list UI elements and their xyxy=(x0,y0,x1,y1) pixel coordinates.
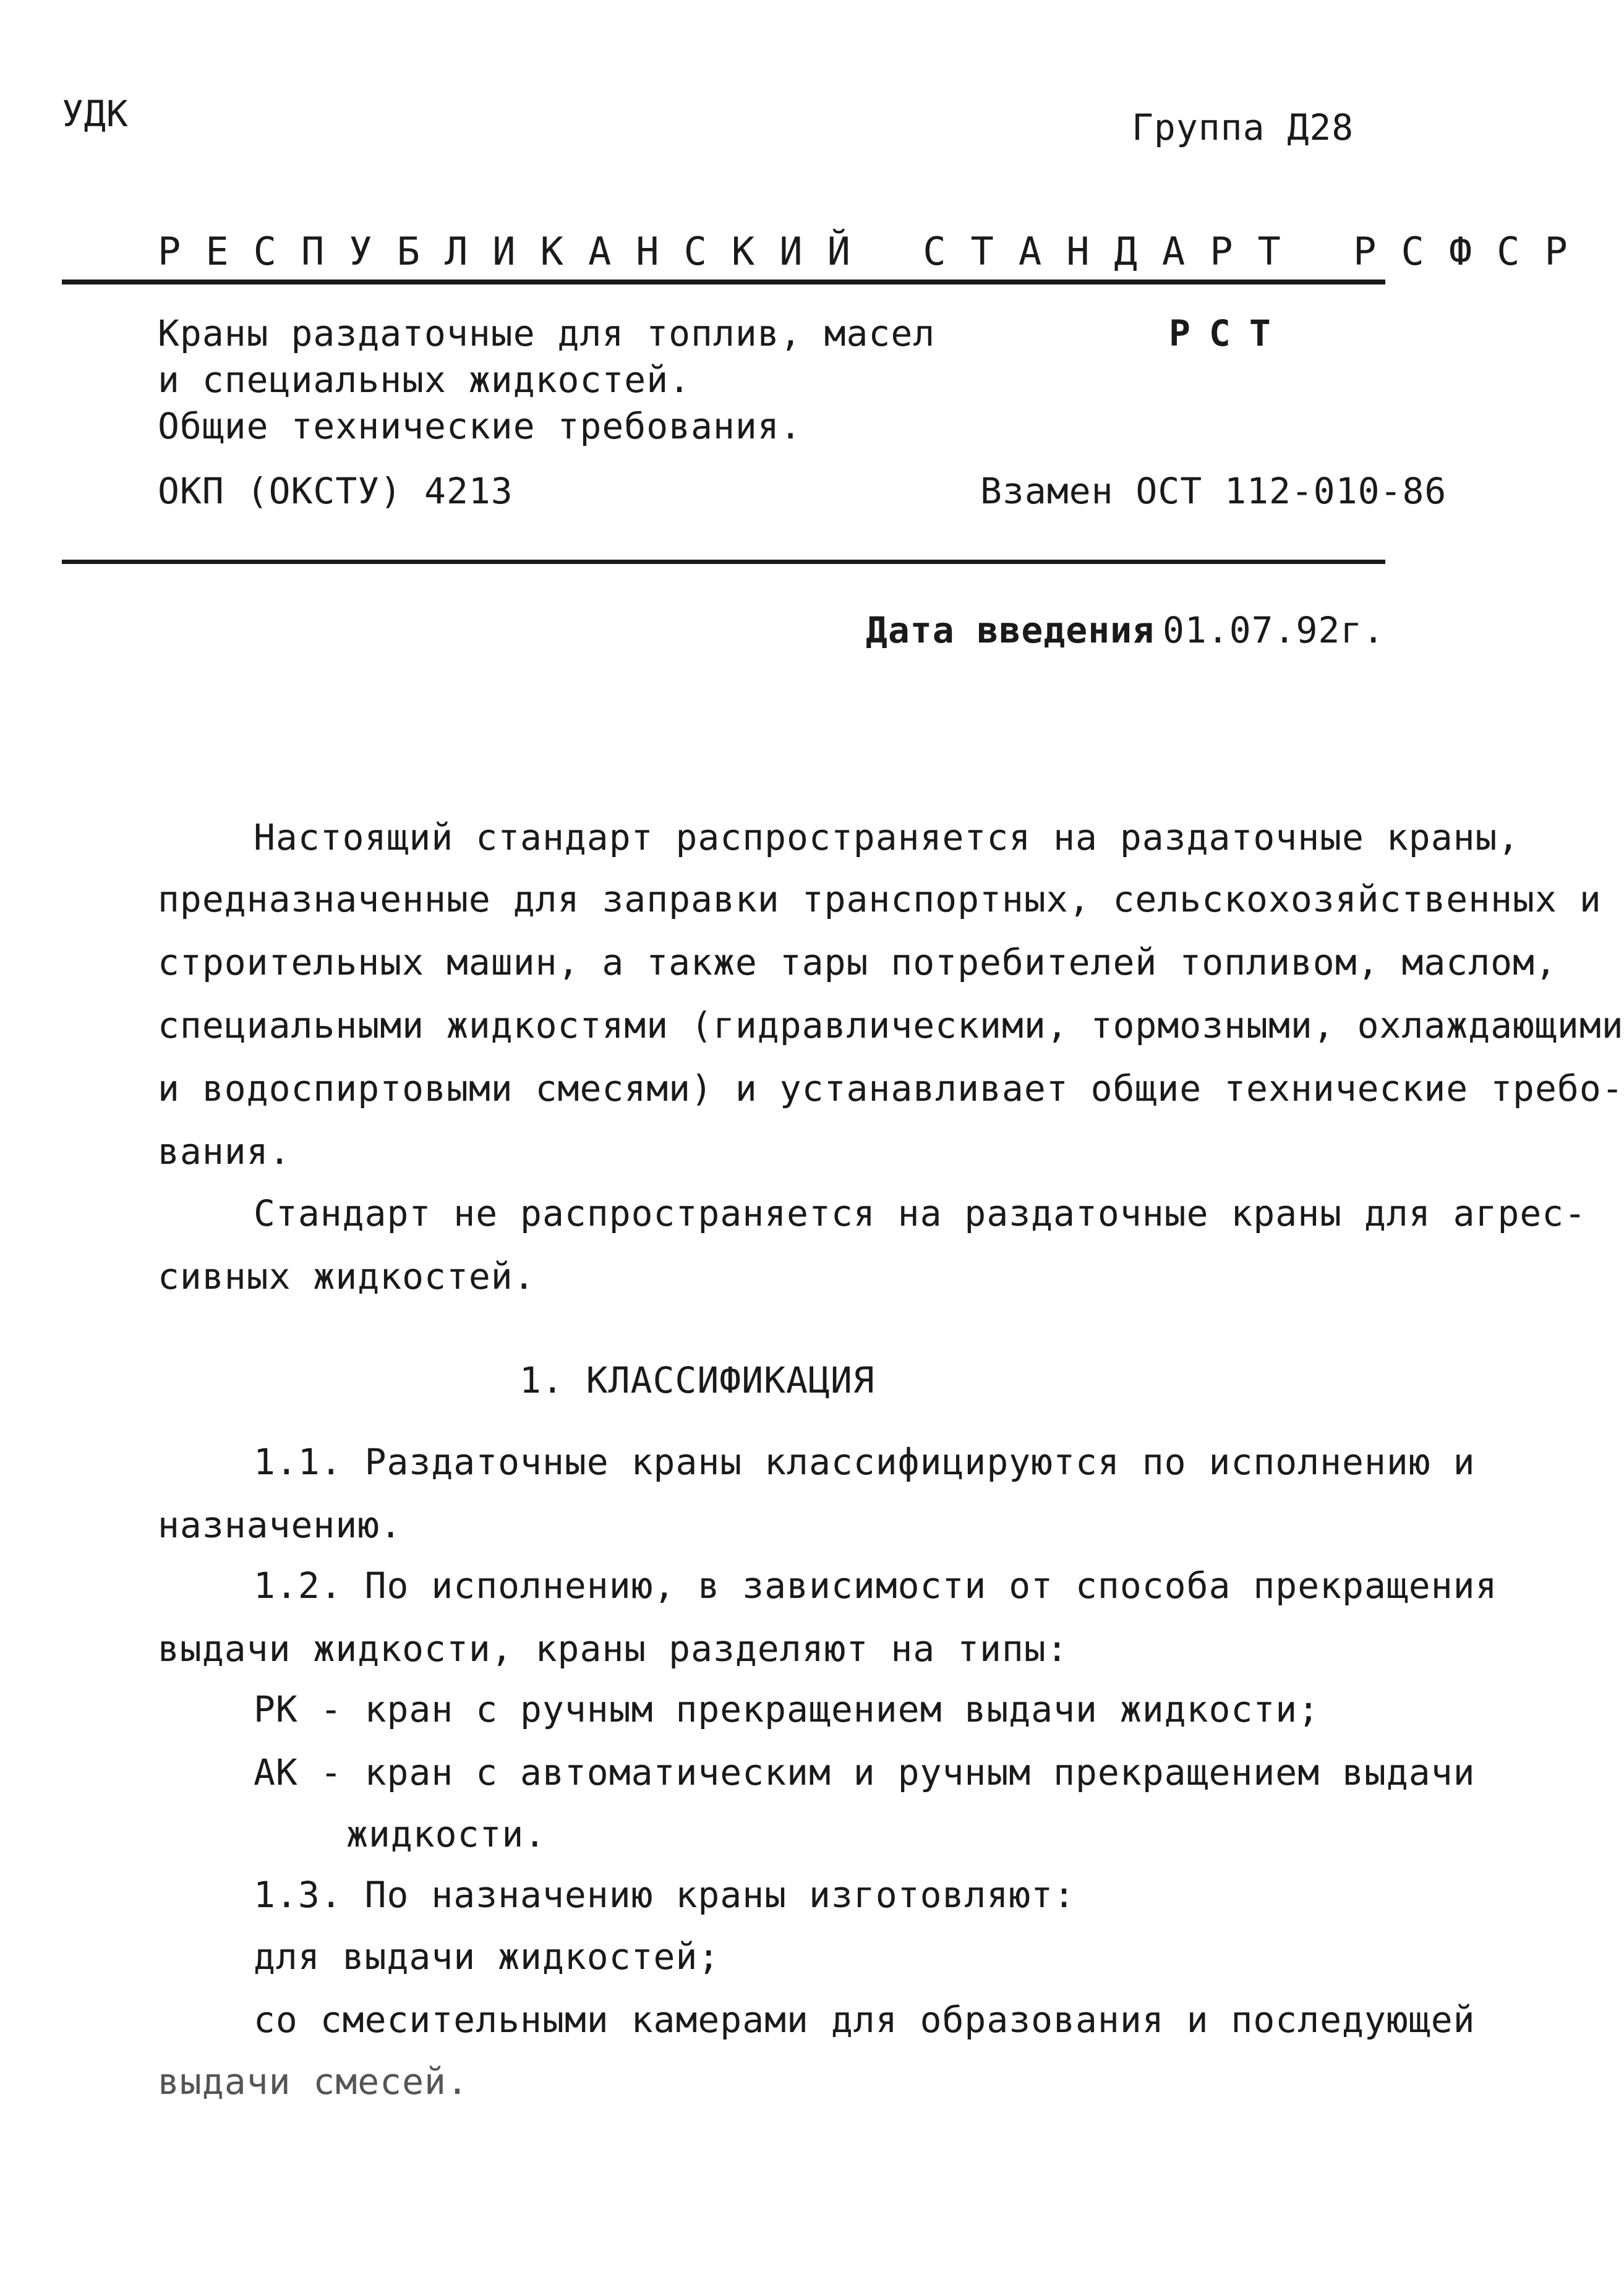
paragraph-line: 1.2. По исполнению, в зависимости от способа прекращения xyxy=(254,1565,1498,1607)
udk-label: УДК xyxy=(62,93,129,135)
doc-code-label: РСТ xyxy=(1169,312,1289,354)
intro-line: и водоспиртовыми смесями) и устанавливает общие технические требо- xyxy=(158,1067,1624,1109)
group-label: Группа Д28 xyxy=(1132,106,1354,148)
paragraph-line: выдачи жидкости, краны разделяют на типы: xyxy=(158,1628,1069,1670)
intro-line: строительных машин, а также тары потребителей топливом, маслом, xyxy=(158,941,1557,983)
paragraph-line: 1.3. По назначению краны изготовляют: xyxy=(254,1874,1076,1916)
intro-line: предназначенные для заправки транспортных, сельскохозяйственных и xyxy=(158,878,1602,920)
intro-line: вания. xyxy=(158,1130,291,1172)
scope-line: сивных жидкостей. xyxy=(158,1255,536,1297)
paragraph-line: назначению. xyxy=(158,1504,403,1546)
paragraph-line: выдачи смесей. xyxy=(158,2061,469,2103)
doc-name-line-3: Общие технические требования. xyxy=(158,405,802,447)
type-item: РК - кран с ручным прекращением выдачи жидкости; xyxy=(254,1688,1320,1730)
paragraph-line: 1.1. Раздаточные краны классифицируются по исполнению и xyxy=(254,1441,1476,1483)
type-item: АК - кран с автоматическим и ручным прекращением выдачи xyxy=(254,1751,1476,1793)
paragraph-line: для выдачи жидкостей; xyxy=(254,1936,720,1978)
doc-name-line-1: Краны раздаточные для топлив, масел xyxy=(158,312,936,354)
document-title: РЕСПУБЛИКАНСКИЙ СТАНДАРТ РСФСР xyxy=(158,229,1592,274)
introduction-date-value: 01.07.92г. xyxy=(1163,609,1385,651)
top-rule xyxy=(62,280,1385,284)
scope-line: Стандарт не распространяется на раздаточные краны для агрес- xyxy=(254,1192,1587,1234)
replaces-label: Взамен ОСТ 112-010-86 xyxy=(980,470,1447,512)
introduction-date-label: Дата введения xyxy=(866,609,1155,651)
doc-name-line-2: и специальных жидкостей. xyxy=(158,359,691,401)
paragraph-line: со смесительными камерами для образования и последующей xyxy=(254,1999,1476,2041)
intro-line: специальными жидкостями (гидравлическими, тормозными, охлаждающими xyxy=(158,1004,1624,1046)
okp-code: ОКП (ОКСТУ) 4213 xyxy=(158,470,513,512)
type-item-continuation: жидкости. xyxy=(346,1813,547,1855)
section-title: 1. КЛАССИФИКАЦИЯ xyxy=(519,1359,875,1401)
intro-line: Настоящий стандарт распространяется на раздаточные краны, xyxy=(254,816,1520,858)
bottom-rule xyxy=(62,560,1385,564)
